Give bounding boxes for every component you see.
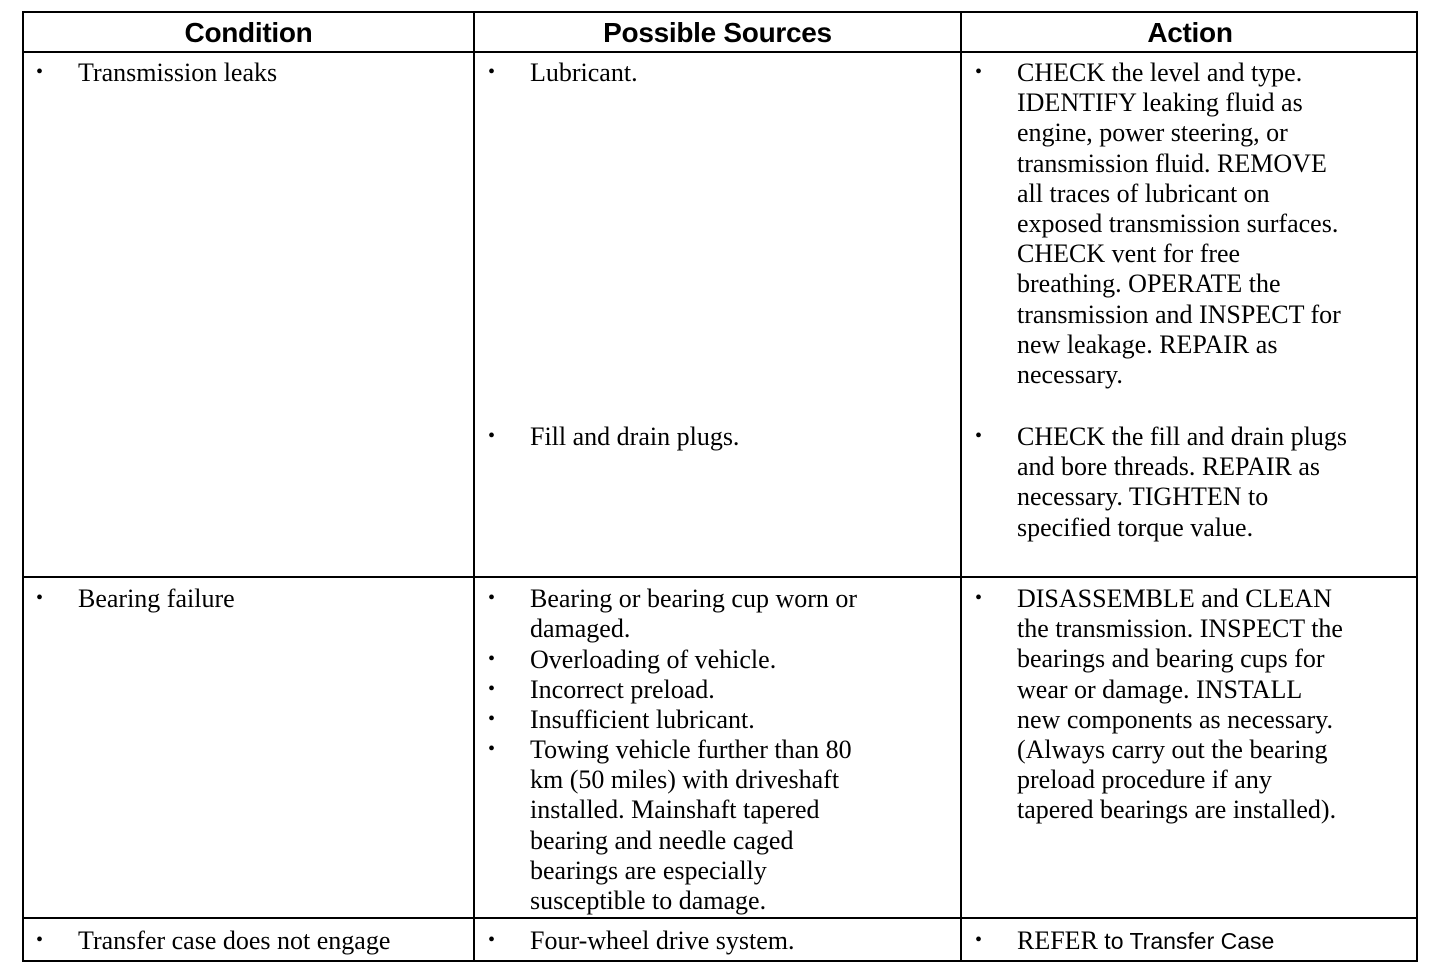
action-text: DISASSEMBLE and CLEAN the transmission. INSPECT the bearings and bearing cups for wear or damage. INSTALL new components as necessary. (Always carry out the bearing preload procedure if any tapered bearings are installed). bbox=[1017, 584, 1343, 825]
header-possible-sources: Possible Sources bbox=[603, 17, 832, 48]
header-condition: Condition bbox=[184, 17, 313, 48]
bullet-icon: • bbox=[488, 738, 496, 760]
bullet-icon: • bbox=[488, 678, 496, 700]
source-text: Towing vehicle further than 80 km (50 miles) with driveshaft installed. Mainshaft tapered bearing and needle caged bearings are especially susceptible to damage. bbox=[530, 735, 852, 916]
bullet-icon: • bbox=[488, 425, 496, 447]
condition-text: Transmission leaks bbox=[78, 58, 278, 87]
source-text: Incorrect preload. bbox=[530, 675, 715, 704]
bullet-icon: • bbox=[488, 587, 496, 609]
bullet-icon: • bbox=[975, 425, 983, 447]
row-divider bbox=[24, 917, 1416, 919]
action-text bbox=[1017, 926, 1274, 956]
source-text: Bearing or bearing cup worn or damaged. bbox=[530, 584, 858, 644]
bullet-icon: • bbox=[975, 61, 983, 83]
action-text: CHECK the level and type. IDENTIFY leaking fluid as engine, power steering, or transmission fluid. REMOVE all traces of lubricant on exposed transmission surfaces. CHECK vent for free breathing. OPERATE the transmission and INSPECT for new leakage. REPAIR as necessary. bbox=[1017, 58, 1341, 390]
row-divider bbox=[24, 576, 1416, 578]
bullet-icon: • bbox=[488, 648, 496, 670]
source-text: Fill and drain plugs. bbox=[530, 422, 740, 451]
column-divider bbox=[960, 13, 962, 960]
bullet-icon: • bbox=[975, 929, 983, 951]
condition-text: Transfer case does not engage bbox=[78, 926, 391, 955]
bullet-icon: • bbox=[488, 61, 496, 83]
action-refer-keyword: REFER bbox=[1017, 926, 1098, 955]
source-text: Insufficient lubricant. bbox=[530, 705, 755, 734]
action-text: CHECK the fill and drain plugs and bore threads. REPAIR as necessary. TIGHTEN to specified torque value. bbox=[1017, 422, 1348, 542]
source-text: Lubricant. bbox=[530, 58, 638, 87]
header-action: Action bbox=[1147, 17, 1233, 48]
transfer-case-reference: to Transfer Case bbox=[1097, 928, 1275, 954]
condition-text: Bearing failure bbox=[78, 584, 235, 613]
diagnosis-table bbox=[22, 11, 1418, 962]
bullet-icon: • bbox=[488, 929, 496, 951]
source-text: Four-wheel drive system. bbox=[530, 926, 795, 955]
bullet-icon: • bbox=[36, 587, 44, 609]
bullet-icon: • bbox=[36, 61, 44, 83]
bullet-icon: • bbox=[975, 587, 983, 609]
bullet-icon: • bbox=[36, 929, 44, 951]
column-divider bbox=[473, 13, 475, 960]
bullet-icon: • bbox=[488, 708, 496, 730]
source-text: Overloading of vehicle. bbox=[530, 645, 777, 674]
